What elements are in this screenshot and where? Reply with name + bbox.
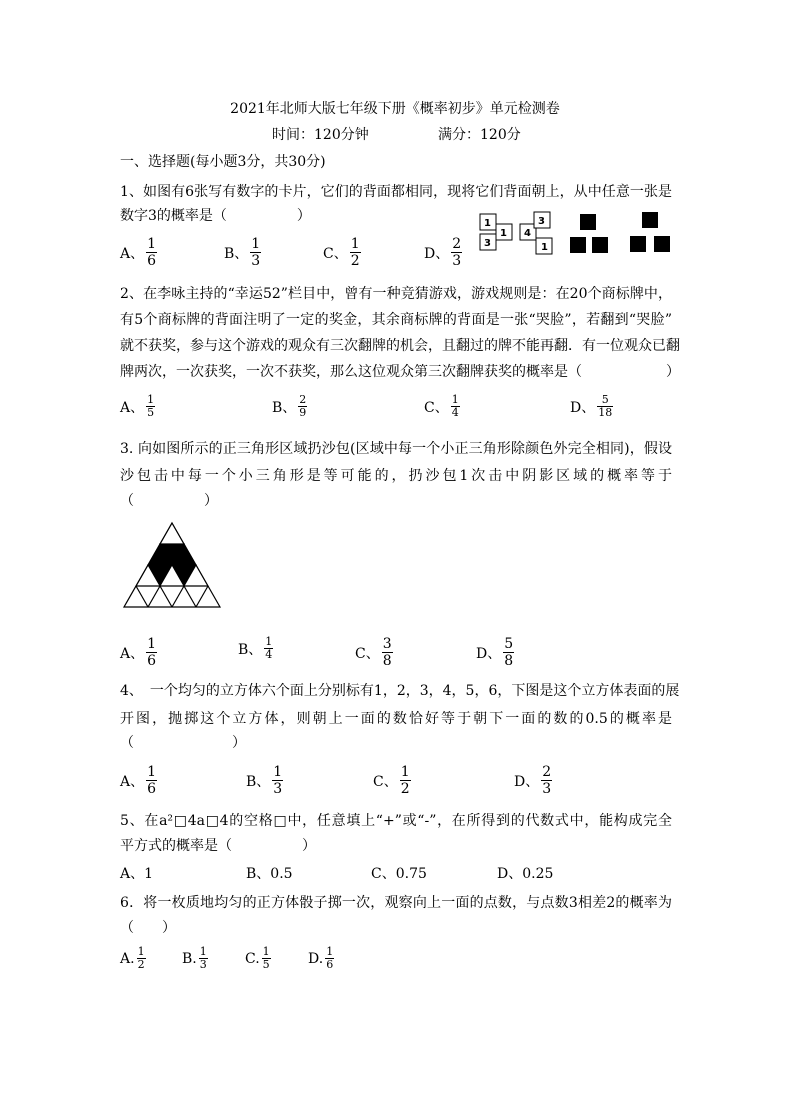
section-heading: 一、选择题(每小题3分，共30分)	[120, 154, 326, 170]
small-triangle	[160, 523, 184, 544]
q1-cards-figure	[478, 210, 678, 260]
q2-option-d: D、 $\frac{5}{18}$	[570, 393, 613, 419]
q6-option-c: C. $\frac{1}{5}$	[245, 945, 270, 971]
q4-line2: 开图，抛掷这个立方体，则朝上一面的数恰好等于朝下一面的数的0.5的概率是	[120, 711, 672, 727]
full-score: 满分：120分	[438, 127, 521, 143]
card-number: 4	[524, 228, 531, 239]
q2-option-b: B、 $\frac{2}{9}$	[272, 393, 307, 419]
q5-option-d: D、0.25	[497, 866, 554, 882]
q5-line2: 平方式的概率是（ ）	[120, 838, 316, 854]
q3-option-a: A、 $\frac{1}{6}$	[120, 636, 157, 669]
card-back	[580, 214, 596, 230]
card-back	[570, 237, 586, 253]
q4-line3: （ ）	[120, 735, 246, 751]
q2-option-a: A、 $\frac{1}{5}$	[120, 393, 155, 419]
card-number: 3	[484, 238, 491, 249]
q5-option-a: A、1	[120, 866, 154, 882]
q4-option-b: B、 $\frac{1}{3}$	[246, 764, 283, 797]
card-back	[630, 236, 646, 252]
q3-line3: （ ）	[120, 493, 218, 509]
q1-line1: 1、如图有6张写有数字的卡片，它们的背面都相同，现将它们背面朝上，从中任意一张是	[120, 184, 672, 200]
q6-option-d: D. $\frac{1}{6}$	[308, 945, 334, 971]
card-back	[592, 237, 608, 253]
q3-line2: 沙包击中每一个小三角形是等可能的，扔沙包1次击中阴影区域的概率等于	[120, 468, 672, 484]
q6-option-b: B. $\frac{1}{3}$	[182, 945, 207, 971]
q3-option-b: B、 $\frac{1}{4}$	[238, 635, 273, 661]
q4-option-a: A、 $\frac{1}{6}$	[120, 764, 157, 797]
q6-line1: 6．将一枚质地均匀的正方体骰子掷一次，观察向上一面的点数，与点数3相差2的概率为	[120, 895, 672, 911]
card-back	[654, 236, 670, 252]
q2-option-c: C、 $\frac{1}{4}$	[424, 393, 459, 419]
q1-option-c: C、 $\frac{1}{2}$	[323, 236, 360, 269]
card-number: 1	[500, 228, 507, 239]
q2-line2: 有5个商标牌的背面注明了一定的奖金，其余商标牌的背面是一张“哭脸”，若翻到“哭脸”	[120, 312, 672, 328]
q6-option-a: A. $\frac{1}{2}$	[120, 945, 145, 971]
q6-line2: （ ）	[120, 920, 176, 936]
q3-triangle-figure	[124, 522, 220, 608]
card-number: 1	[541, 242, 548, 253]
q2-line3: 就不获奖，参与这个游戏的观众有三次翻牌的机会，且翻过的牌不能再翻．有一位观众已翻	[120, 338, 680, 354]
q3-line1: 3. 向如图所示的正三角形区域扔沙包(区域中每一个小正三角形除颜色外完全相同)，假设	[120, 441, 672, 457]
q4-line1: 4、 一个均匀的立方体六个面上分别标有1，2，3，4，5，6，下图是这个立方体表面的展	[120, 683, 680, 699]
q1-option-b: B、 $\frac{1}{3}$	[224, 236, 261, 269]
q5-option-c: C、0.75	[371, 866, 427, 882]
card-number: 1	[484, 218, 491, 229]
q5-line1: 5、在a²□4a□4的空格□中，任意填上“+”或“-”，在所得到的代数式中，能构成完全	[120, 813, 672, 829]
q2-line1: 2、在李咏主持的“幸运52”栏目中，曾有一种竞猜游戏，游戏规则是：在20个商标牌中，	[120, 286, 672, 302]
q1-line2: 数字3的概率是（ ）	[120, 208, 311, 224]
q1-option-d: D、 $\frac{2}{3}$	[424, 236, 462, 269]
q2-line4: 牌两次，一次获奖，一次不获奖，那么这位观众第三次翻牌获奖的概率是（ ）	[120, 364, 680, 380]
q5-option-b: B、0.5	[246, 866, 293, 882]
time-limit: 时间：120分钟	[272, 127, 369, 143]
q3-option-d: D、 $\frac{5}{8}$	[476, 636, 514, 669]
exam-title: 2021年北师大版七年级下册《概率初步》单元检测卷	[230, 101, 560, 117]
q1-option-a: A、 $\frac{1}{6}$	[120, 236, 157, 269]
q3-option-c: C、 $\frac{3}{8}$	[355, 636, 392, 669]
q4-option-c: C、 $\frac{1}{2}$	[373, 764, 410, 797]
card-back	[642, 212, 658, 228]
card-number: 3	[538, 216, 545, 227]
q4-option-d: D、 $\frac{2}{3}$	[514, 764, 552, 797]
